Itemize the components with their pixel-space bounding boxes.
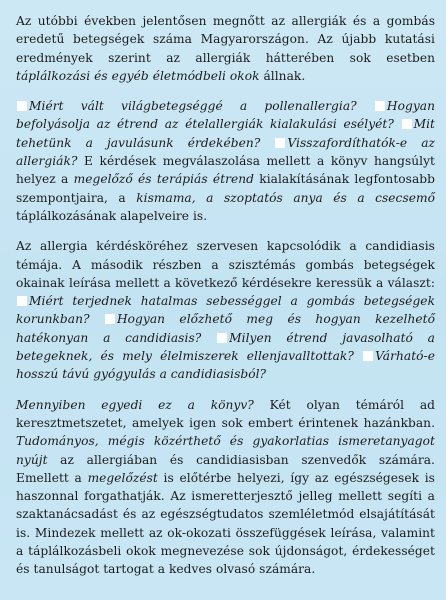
body-text: állnak. [259,68,306,83]
paragraph-uniqueness [16,396,435,579]
body-text [201,331,216,345]
italic-text: kismama, a szoptatós anya és a csecsemő [136,190,435,205]
body-text: Az allergia kérdésköréhez szervesen kapcsolódik a candidiasis témája. A második részben a szisztémás gombás betegségek okainak leírása mellett a következő kérdésekre keressük a választ: [16,239,435,290]
square-bullet-icon [17,101,27,111]
square-bullet-icon [402,119,412,129]
italic-text: Tudományos, mégis közérthető és gyakorlatias ismeretanyagot nyújt [16,434,435,467]
italic-text: megelőzést [87,470,158,485]
body-text [357,99,374,113]
body-text: Két olyan témáról ad keresztmetszetet, amelyek igen sok embert érintenek hazánkban. [16,397,435,430]
italic-text: Milyen étrend javasolható a betegeknek, és mely élelmiszerek ellenjavalltottak? [16,330,435,364]
italic-text: táplálkozási és egyéb életmódbeli okok [16,68,260,83]
body-text [260,136,274,150]
italic-text: Miért vált világbetegséggé a pollenallergia? [29,99,357,114]
body-text: is előtérbe helyezi, így az egészségesek is haszonnal forgathatják. Az ismeretterjesztő jelleg mellett segíti a szaktanácsadást és az egészségtudatos szemléletmód elsajátítását is. Mindezek mellett az ok-okozati összefüggések leírása, valamint a táplálkozásbeli okok megnevezése sok újdonságot, érdekességet és tanulságot tartogat a kedves olvasó számára. [16,470,435,577]
italic-text: Visszafordíthatók-e az allergiák? [16,135,435,169]
italic-text: Hogyan befolyásolja az étrend az ételallergiák kialakulási esélyét? [16,99,435,132]
square-bullet-icon [105,314,115,324]
body-text: E kérdések megválaszolása mellett a könyv hangsúlyt helyez a [16,154,435,187]
body-text [90,312,104,326]
square-bullet-icon [217,333,227,343]
italic-text: Mennyiben egyedi ez a könyv? [16,397,254,412]
body-text: az allergiában és candidiasisban szenvedők számára. Emellett a [16,452,435,485]
square-bullet-icon [275,138,285,148]
body-text [394,117,401,131]
paragraph-candidiasis [16,237,435,383]
square-bullet-icon [17,296,27,306]
paragraph-allergy-questions [16,97,435,225]
italic-text: megelőző és terápiás étrend [73,172,255,187]
square-bullet-icon [375,101,385,111]
paragraph-intro [16,12,435,85]
italic-text: Miért terjednek hatalmas sebességgel a gombás betegségek korunkban? [16,294,435,327]
body-text: Az utóbbi években jelentősen megnőtt az allergiák és a gombás eredetű betegségek száma Magyarországon. Az újabb kutatási eredmények szerint az allergiák hátterében sok esetben [16,14,435,65]
italic-text: Várható-e hosszú távú gyógyulás a candidiasisból? [16,349,435,382]
square-bullet-icon [363,351,373,361]
italic-text: Hogyan előzhető meg és hogyan kezelhető hatékonyan a candidiasis? [16,312,435,345]
body-text: táplálkozásának alapelveire is. [16,208,208,223]
italic-text: Mit tehetünk a javulásunk érdekében? [16,117,435,150]
body-text: kialakításának legfontosabb szempontjaira, a [16,172,435,205]
body-text [354,349,362,363]
